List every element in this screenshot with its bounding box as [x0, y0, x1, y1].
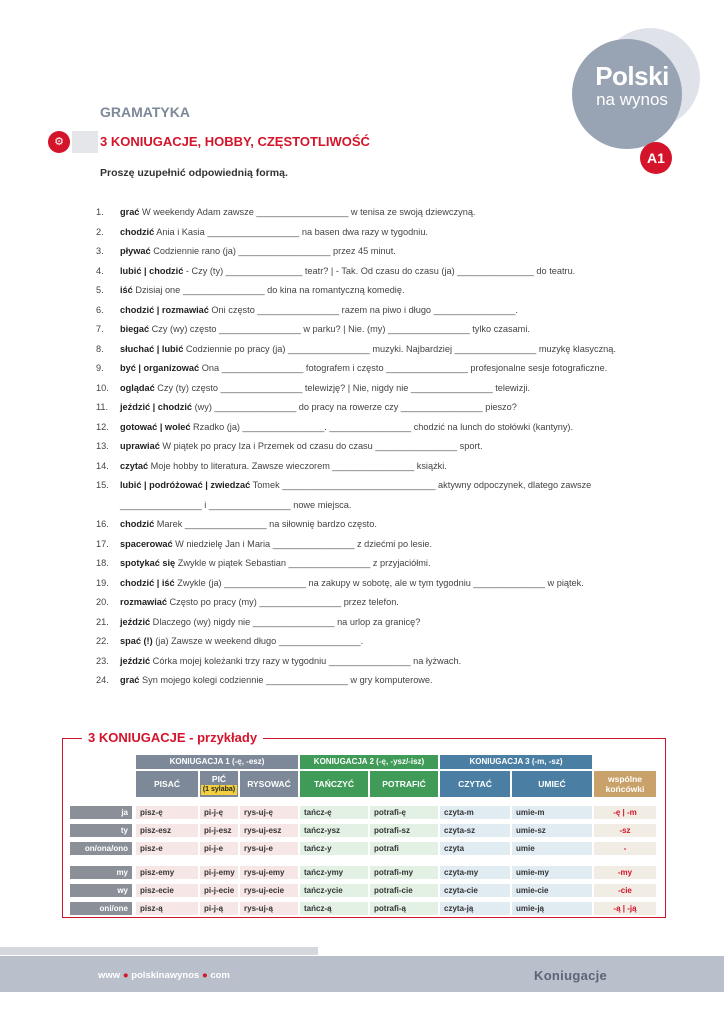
exercise-text: Ona ________________ fotografem i często ________________ profesjonalne sesje fotograficzne.: [199, 363, 608, 373]
exercise-item: [96, 515, 636, 535]
exercise-item: [96, 379, 636, 399]
exercise-verb: chodzić: [120, 519, 155, 529]
verb-header-label: POTRAFIĆ: [382, 779, 426, 789]
exercise-item: [96, 613, 636, 633]
syllable-note: (1 sylaba): [202, 785, 236, 793]
pronoun-label: oni/one: [70, 902, 132, 915]
exercise-number: 14.: [96, 460, 109, 471]
conjugation-cell: umie-ją: [512, 902, 592, 915]
conjugation-cell: tańcz-y: [300, 842, 368, 855]
conjugation-cell: potrafi-ę: [370, 806, 438, 819]
instruction: Proszę uzupełnić odpowiednią formą.: [100, 167, 288, 179]
exercise-verb: chodzić | iść: [120, 577, 175, 588]
exercise-item: [96, 223, 636, 243]
footer-url[interactable]: [98, 970, 230, 981]
conjugation-cell: potrafi-cie: [370, 884, 438, 897]
exercise-number: 6.: [96, 304, 104, 315]
exercise-item: [96, 242, 636, 262]
conjugation-group-header: KONIUGACJA 3 (-m, -sz): [440, 755, 592, 769]
exercise-item: [96, 340, 636, 360]
verb-column-header: [300, 771, 368, 797]
conjugation-cell: pi-j-ę: [200, 806, 238, 819]
exercise-verb: jeździć: [120, 616, 151, 627]
conjugation-cell: czyta-sz: [440, 824, 510, 837]
exercise-item: [96, 203, 636, 223]
footer-section-label: Koniugacje: [534, 968, 608, 983]
exercise-text: Zwykle (ja) ________________ na zakupy w sobotę, ale w tym tygodniu ______________ w piątek.: [174, 577, 584, 588]
conjugation-cell: tańcz-ymy: [300, 866, 368, 879]
conjugation-cell: czyta: [440, 842, 510, 855]
verb-column-header: [594, 771, 656, 797]
verb-header-label: CZYTAĆ: [458, 779, 492, 789]
exercise-number: 9.: [96, 363, 104, 373]
conjugation-cell: umie-cie: [512, 884, 592, 897]
conjugation-cell: tańcz-ę: [300, 806, 368, 819]
conjugation-cell: czyta-m: [440, 806, 510, 819]
conjugation-cell: potrafi-ą: [370, 902, 438, 915]
conjugation-cell: czyta-my: [440, 866, 510, 879]
conjugation-cell: -ę | -m: [594, 806, 656, 819]
conjugation-group-header: KONIUGACJA 2 (-ę, -ysz/-isz): [300, 755, 438, 769]
exercise-text: (wy) ________________ do pracy na rowerze czy ________________ pieszo?: [192, 402, 517, 412]
conjugation-cell: pi-j-emy: [200, 866, 238, 879]
conjugation-cell: pisz-ą: [136, 902, 198, 915]
exercise-verb: słuchać | lubić: [120, 343, 184, 354]
exercise-verb: biegać: [120, 324, 150, 334]
exercise-item: [96, 476, 636, 496]
conjugation-cell: rys-uj-emy: [240, 866, 298, 879]
conjugation-cell: -sz: [594, 824, 656, 837]
verb-column-header: [240, 771, 298, 797]
exercise-item: [96, 398, 636, 418]
exercise-number: 12.: [96, 421, 109, 432]
exercise-text: Tomek ______________________________ aktywny odpoczynek, dlatego zawsze: [250, 480, 592, 490]
verb-column-header: [200, 771, 238, 797]
exercise-number: 15.: [96, 480, 109, 490]
exercise-number: 20.: [96, 597, 109, 607]
verb-column-header: [136, 771, 198, 797]
exercise-text: Codziennie po pracy (ja) ________________ muzyki. Najbardziej ________________ muzykę klasyczną.: [183, 343, 616, 354]
conjugation-cell: -ą | -ją: [594, 902, 656, 915]
exercise-item: [96, 671, 636, 691]
exercise-item: [96, 535, 636, 555]
conjugation-cell: pisz-e: [136, 842, 198, 855]
exercise-text: Córka mojej koleżanki trzy razy w tygodniu ________________ na łyżwach.: [150, 655, 462, 666]
exercise-number: 24.: [96, 675, 109, 685]
exercise-number: 19.: [96, 577, 109, 588]
exercise-number: 11.: [96, 402, 109, 412]
footer-url-part: com: [210, 970, 230, 981]
exercise-verb: chodzić | rozmawiać: [120, 304, 209, 315]
verb-header-label: TAŃCZYĆ: [314, 779, 354, 789]
exercise-list: [96, 203, 636, 691]
exercise-number: 2.: [96, 226, 104, 237]
exercise-verb: lubić | chodzić: [120, 265, 184, 276]
conjugation-cell: pisz-emy: [136, 866, 198, 879]
conjugation-cell: pi-j-e: [200, 842, 238, 855]
conjugation-cell: rys-uj-ecie: [240, 884, 298, 897]
exercise-number: 1.: [96, 207, 104, 217]
exercise-verb: gotować | woleć: [120, 421, 191, 432]
conjugation-cell: pisz-ecie: [136, 884, 198, 897]
exercise-item: [96, 262, 636, 282]
verb-header-label: PISAĆ: [154, 779, 180, 789]
pronoun-label: ja: [70, 806, 132, 819]
exercise-verb: rozmawiać: [120, 597, 167, 607]
conjugation-cell: rys-uj-ę: [240, 806, 298, 819]
conjugation-cell: rys-uj-e: [240, 842, 298, 855]
exercise-verb: jeździć: [120, 655, 151, 666]
conjugation-cell: umie: [512, 842, 592, 855]
exercise-verb: lubić | podróżować | zwiedzać: [120, 480, 251, 490]
exercise-verb: oglądać: [120, 382, 155, 393]
exercise-item: [96, 320, 636, 340]
conjugation-cell: potrafi: [370, 842, 438, 855]
exercise-text: Syn mojego kolegi codziennie ________________ w gry komputerowe.: [139, 675, 433, 685]
exercise-text: Codziennie rano (ja) __________________ przez 45 minut.: [150, 246, 396, 256]
exercise-verb: chodzić: [120, 226, 155, 237]
exercise-text: W niedzielę Jan i Maria ________________ z dziećmi po lesie.: [172, 538, 433, 549]
exercise-text: Moje hobby to literatura. Zawsze wieczorem ________________ książki.: [148, 460, 447, 471]
exercise-text: Czy (ty) często ________________ telewizję? | Nie, nigdy nie ________________ telewizji.: [154, 382, 530, 393]
conjugation-cell: potrafi-sz: [370, 824, 438, 837]
pronoun-label: on/ona/ono: [70, 842, 132, 855]
exercise-verb: grać: [120, 207, 140, 217]
exercise-item: [96, 652, 636, 672]
exercise-item: [96, 554, 636, 574]
exercise-item: [96, 632, 636, 652]
conjugation-cell: rys-uj-esz: [240, 824, 298, 837]
exercise-verb: iść: [120, 285, 133, 295]
dot-icon: ●: [201, 970, 208, 981]
exercise-item: [96, 418, 636, 438]
verb-header-label: UMIEĆ: [538, 779, 566, 789]
page-title: 3 KONIUGACJE, HOBBY, CZĘSTOTLIWOŚĆ: [100, 134, 370, 149]
exercise-text: - Czy (ty) _______________ teatr? | - Tak. Od czasu do czasu (ja) _______________ do teatru.: [183, 265, 576, 276]
footer-accent-bar: [0, 947, 318, 955]
exercise-number: 4.: [96, 265, 104, 276]
conjugation-cell: -my: [594, 866, 656, 879]
exercise-number: 10.: [96, 382, 109, 393]
exercise-item: [96, 457, 636, 477]
conjugation-cell: umie-sz: [512, 824, 592, 837]
exercise-number: 22.: [96, 636, 109, 646]
conjugation-cell: tańcz-ą: [300, 902, 368, 915]
exercise-item: [96, 301, 636, 321]
exercise-text: Rzadko (ja) ________________. ________________ chodzić na lunch do stołówki (kantyny).: [190, 421, 574, 432]
conjugation-cell: pi-j-ą: [200, 902, 238, 915]
exercise-verb: być | organizować: [120, 363, 200, 373]
exercise-number: 18.: [96, 558, 109, 568]
dot-icon: ●: [122, 970, 129, 981]
footer-url-part: www: [98, 970, 121, 981]
exercise-verb: jeździć | chodzić: [120, 402, 193, 412]
verb-column-header: [370, 771, 438, 797]
footer-url-part: polskinawynos: [131, 970, 200, 981]
conjugation-cell: czyta-cie: [440, 884, 510, 897]
exercise-verb: spotykać się: [120, 558, 176, 568]
conjugation-cell: tańcz-ycie: [300, 884, 368, 897]
exercise-text: Ania i Kasia __________________ na basen dwa razy w tygodniu.: [154, 226, 428, 237]
exercise-verb: czytać: [120, 460, 149, 471]
conjugation-cell: czyta-ją: [440, 902, 510, 915]
conjugation-cell: tańcz-ysz: [300, 824, 368, 837]
conjugation-cell: pisz-ę: [136, 806, 198, 819]
table-title: 3 KONIUGACJE - przykłady: [82, 730, 263, 745]
conjugation-cell: pisz-esz: [136, 824, 198, 837]
exercise-text: Dzisiaj one ________________ do kina na romantyczną komedię.: [132, 285, 405, 295]
exercise-text: Czy (wy) często ________________ w parku? | Nie. (my) ________________ tylko czasami.: [149, 324, 530, 334]
title-bar-decoration: [72, 131, 98, 153]
exercise-number: 8.: [96, 343, 104, 354]
conjugation-group-header: KONIUGACJA 1 (-ę, -esz): [136, 755, 298, 769]
pronoun-label: my: [70, 866, 132, 879]
exercise-item: [96, 593, 636, 613]
exercise-number: 23.: [96, 655, 109, 666]
exercise-continuation: ________________ i ________________ nowe miejsca.: [120, 499, 352, 510]
exercise-text: Często po pracy (my) ________________ przez telefon.: [166, 597, 399, 607]
exercise-number: 3.: [96, 246, 104, 256]
pronoun-label: ty: [70, 824, 132, 837]
exercise-item: [96, 281, 636, 301]
conjugation-cell: -: [594, 842, 656, 855]
exercise-text: Oni często ________________ razem na piwo i długo ________________.: [208, 304, 518, 315]
exercise-verb: uprawiać: [120, 441, 160, 451]
level-badge: A1: [640, 142, 672, 174]
verb-header-label: wspólne końcówki: [605, 774, 645, 794]
gears-icon: ⚙: [48, 131, 70, 153]
exercise-item: [96, 437, 636, 457]
conjugation-cell: pi-j-ecie: [200, 884, 238, 897]
verb-header-label: RYSOWAĆ: [247, 779, 291, 789]
exercise-verb: spacerować: [120, 538, 173, 549]
pronoun-label: wy: [70, 884, 132, 897]
exercise-verb: pływać: [120, 246, 151, 256]
exercise-text: Marek ________________ na siłownię bardzo często.: [154, 519, 377, 529]
exercise-number: 16.: [96, 519, 109, 529]
exercise-verb: grać: [120, 675, 140, 685]
exercise-text: (ja) Zawsze w weekend długo ________________.: [152, 636, 364, 646]
exercise-number: 13.: [96, 441, 109, 451]
verb-column-header: [512, 771, 592, 797]
exercise-number: 5.: [96, 285, 104, 295]
conjugation-cell: umie-m: [512, 806, 592, 819]
exercise-number: 17.: [96, 538, 109, 549]
exercise-item: [96, 359, 636, 379]
exercise-number: 21.: [96, 616, 109, 627]
exercise-text: Zwykle w piątek Sebastian ________________ z przyjaciółmi.: [175, 558, 431, 568]
exercise-text: Dlaczego (wy) nigdy nie ________________ na urlop za granicę?: [150, 616, 421, 627]
logo: [584, 62, 680, 110]
exercise-item: [96, 574, 636, 594]
conjugation-cell: potrafi-my: [370, 866, 438, 879]
logo-line-2: na wynos: [596, 90, 668, 109]
logo-line-1: Polski: [595, 61, 669, 91]
conjugation-cell: -cie: [594, 884, 656, 897]
section-heading: GRAMATYKA: [100, 104, 190, 120]
verb-header-label: PIĆ: [211, 773, 227, 784]
conjugation-cell: umie-my: [512, 866, 592, 879]
conjugation-cell: rys-uj-ą: [240, 902, 298, 915]
exercise-number: 7.: [96, 324, 104, 334]
verb-column-header: [440, 771, 510, 797]
exercise-text: W piątek po pracy Iza i Przemek od czasu do czasu ________________ sport.: [159, 441, 483, 451]
conjugation-cell: pi-j-esz: [200, 824, 238, 837]
exercise-verb: spać (!): [120, 636, 153, 646]
exercise-text: W weekendy Adam zawsze __________________ w tenisa ze swoją dziewczyną.: [139, 207, 476, 217]
